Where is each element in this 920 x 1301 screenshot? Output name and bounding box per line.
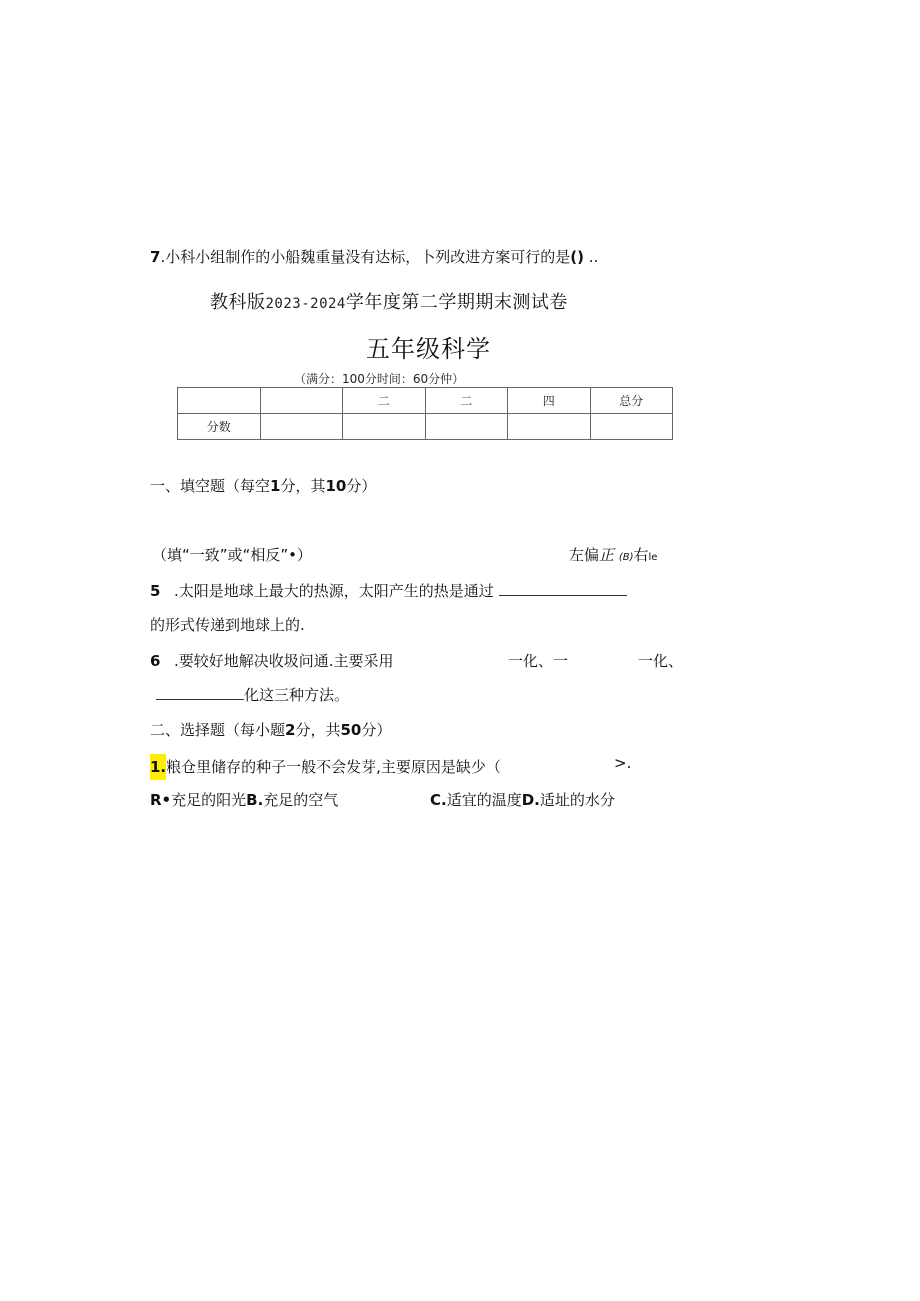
options-ab	[150, 789, 338, 810]
score-cell	[508, 414, 591, 440]
exam-title	[210, 288, 568, 314]
q7-tail: ..	[583, 248, 599, 266]
q5-text: .太阳是地球上最大的热源，太阳产生的热是通过	[174, 582, 494, 600]
q7-text: .小科小组制作的小船魏重量没有达标，卜列改进方案可行的是	[160, 248, 571, 266]
option-a-label[interactable]: R•	[150, 791, 172, 809]
q7-number: 7	[150, 248, 161, 266]
score-cell: 二	[425, 388, 508, 414]
section-1-title-part: 分，其	[280, 477, 326, 495]
score-cell	[260, 414, 343, 440]
score-cell	[260, 388, 343, 414]
score-table-header-row	[178, 388, 673, 414]
q7-paren: ()	[570, 248, 584, 266]
score-cell: 四	[508, 388, 591, 414]
section-1-title-part: 一、填空题（每空	[150, 477, 271, 495]
option-c-label[interactable]: C.	[430, 791, 447, 809]
school-year: 2023-2024	[265, 296, 346, 312]
question-6	[150, 650, 394, 671]
q6-number: 6	[150, 652, 161, 670]
q1-tail: >.	[614, 754, 632, 772]
score-table	[177, 387, 673, 440]
option-d-label[interactable]: D.	[521, 791, 540, 809]
q1-text: 粮仓里储存的种子一般不会发芽,主要原因是缺少（	[166, 758, 501, 776]
section-2-title-part: 分）	[361, 721, 392, 739]
q6-answer-blank[interactable]	[156, 685, 244, 700]
score-table-score-row	[178, 414, 673, 440]
q5-number: 5	[150, 582, 161, 600]
options-cd	[430, 789, 615, 810]
q6-text: .要较好地解决收圾问通.主要采用	[174, 652, 394, 670]
lr-part: 左偏	[569, 546, 600, 564]
section-2-title-part: 分，共	[295, 721, 341, 739]
left-right-note	[569, 544, 657, 565]
q6-cont-text: 化这三种方法。	[244, 686, 350, 704]
q6-continuation	[156, 684, 349, 705]
score-cell: 二	[343, 388, 426, 414]
section-2-title	[150, 719, 391, 740]
option-d-text: 适址的水分	[539, 791, 615, 809]
lr-part: 正	[599, 546, 615, 564]
score-cell: 总分	[590, 388, 673, 414]
q5-answer-blank[interactable]	[499, 581, 627, 596]
lr-part: le	[648, 552, 658, 563]
option-c-text: 适宜的温度	[446, 791, 522, 809]
option-a-text: 充足的阳光	[171, 791, 247, 809]
q5-continuation: 的形式传递到地球上的.	[150, 616, 305, 634]
q6-end: 一化、	[638, 652, 684, 670]
q1-number-highlighted: 1.	[150, 754, 166, 780]
term-title: 学年度第二学期期末测试卷	[345, 292, 568, 313]
score-cell	[425, 414, 508, 440]
section-1-title-part: 分）	[346, 477, 377, 495]
score-cell	[343, 414, 426, 440]
score-time-info: （满分：100分时间：60分仲）	[294, 372, 465, 386]
section-2-points: 2	[285, 721, 296, 739]
question-5	[150, 580, 627, 601]
section-1-points: 1	[270, 477, 281, 495]
section-1-total: 10	[325, 477, 347, 495]
grade-subject-title: 五年级科学	[366, 335, 491, 363]
question-7	[150, 246, 598, 267]
score-cell	[590, 414, 673, 440]
score-cell: 分数	[178, 414, 261, 440]
lr-part: (B)	[618, 552, 634, 563]
fill-note: （填“一致”或“相反”•）	[152, 546, 312, 564]
question-1	[150, 754, 501, 780]
section-1-title	[150, 475, 376, 496]
option-b-label[interactable]: B.	[246, 791, 264, 809]
lr-part: 右	[633, 546, 649, 564]
publisher: 教科版	[210, 292, 266, 313]
q6-middle: 一化、一	[508, 652, 569, 670]
score-cell	[178, 388, 261, 414]
section-2-title-part: 二、选择题（每小题	[150, 721, 286, 739]
section-2-total: 50	[340, 721, 362, 739]
option-b-text: 充足的空气	[263, 791, 339, 809]
